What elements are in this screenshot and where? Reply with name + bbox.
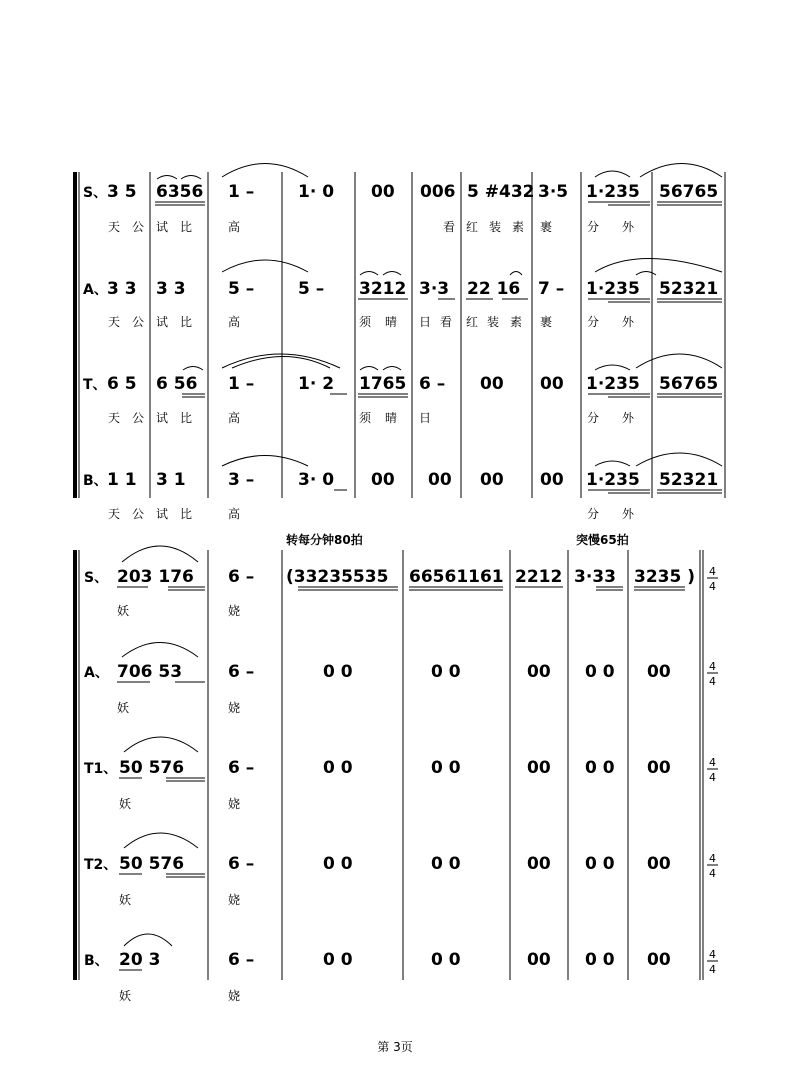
lyric: 公 [132, 411, 145, 425]
lyric: 高 [228, 411, 241, 425]
measure: 3 5 [107, 182, 137, 202]
measure: 50 576 [119, 854, 185, 874]
lyric: 看 [443, 220, 456, 234]
lyric: 比 [180, 507, 193, 521]
lyric: 妖 [117, 604, 130, 618]
lyric: 妖 [117, 701, 130, 715]
measure: 6 – [228, 854, 255, 874]
lyric: 红 [466, 315, 479, 329]
measure: 00 [647, 662, 671, 682]
lyric: 高 [228, 315, 241, 329]
lyric: 高 [228, 507, 241, 521]
measure: 1765 [359, 374, 407, 394]
measure: 6 – [228, 662, 255, 682]
lyric: 妖 [119, 989, 132, 1003]
measure: 52321 [659, 470, 719, 490]
measure: 7 – [538, 279, 565, 299]
measure: 0 0 [431, 950, 461, 970]
measure: 00 [480, 374, 504, 394]
lyric: 娆 [228, 604, 241, 618]
measure: 00 [371, 470, 395, 490]
lyric: 娆 [228, 989, 241, 1003]
measure: 20 3 [119, 950, 161, 970]
lyric: 裹 [540, 220, 553, 234]
measure: 00 [527, 854, 551, 874]
measure: 5 – [228, 279, 255, 299]
lyric: 分 [587, 411, 600, 425]
part-label: T、 [83, 377, 107, 393]
lyric: 须 [359, 411, 372, 425]
lyric: 天 [108, 411, 121, 425]
measure: 3 – [228, 470, 255, 490]
lyric: 试 [156, 411, 169, 425]
time-signature-bottom: 4 [709, 963, 716, 976]
part-row-tenor-2 [84, 833, 718, 907]
lyric: 外 [622, 220, 635, 234]
measure: 0 0 [431, 758, 461, 778]
part-label: A、 [83, 282, 108, 298]
measure: 5 – [298, 279, 325, 299]
part-row-soprano [84, 546, 718, 618]
measure: 0 0 [323, 854, 353, 874]
part-label: B、 [84, 953, 109, 969]
measure: 1 1 [107, 470, 137, 490]
lyric: 天 [108, 507, 121, 521]
measure: 3235 ) [634, 567, 696, 587]
lyric: 妖 [119, 893, 132, 907]
measure: 00 [527, 758, 551, 778]
measure: 0 0 [585, 950, 615, 970]
measure: 00 [540, 470, 564, 490]
measure: 00 [647, 950, 671, 970]
measure: 00 [527, 950, 551, 970]
measure: 50 576 [119, 758, 185, 778]
measure: 203 176 [117, 567, 194, 587]
lyric: 分 [587, 220, 600, 234]
lyric: 装 [489, 220, 502, 234]
measure: 00 [428, 470, 452, 490]
measure: 6 – [419, 374, 446, 394]
measure: 6 – [228, 567, 255, 587]
measure: 6 56 [156, 374, 198, 394]
lyric: 须 [359, 315, 372, 329]
measure: 6 – [228, 758, 255, 778]
part-row-bass [84, 934, 718, 1003]
lyric: 日 [419, 315, 432, 329]
measure: 006 [420, 182, 456, 202]
part-row-alto [84, 643, 718, 716]
lyric: 红 [466, 220, 479, 234]
lyric: 天 [108, 315, 121, 329]
lyric: 娆 [228, 701, 241, 715]
lyric: 外 [622, 315, 635, 329]
lyric: 裹 [540, 315, 553, 329]
measure: 0 0 [431, 854, 461, 874]
lyric: 娆 [228, 893, 241, 907]
measure: 00 [527, 662, 551, 682]
measure: 6356 [156, 182, 204, 202]
measure: 52321 [659, 279, 719, 299]
time-signature-top: 4 [709, 756, 716, 769]
measure: (33235535 [286, 567, 389, 587]
measure: 00 [540, 374, 564, 394]
measure: 0 0 [431, 662, 461, 682]
time-signature-top: 4 [709, 565, 716, 578]
tempo-mark-65: 突慢65拍 [576, 533, 629, 547]
measure: 56765 [659, 182, 719, 202]
part-row-tenor-1 [84, 737, 718, 811]
system-2 [73, 546, 718, 1003]
part-label: S、 [83, 185, 108, 201]
lyric: 比 [180, 411, 193, 425]
lyric: 试 [156, 315, 169, 329]
lyric: 高 [228, 220, 241, 234]
time-signature-top: 4 [709, 852, 716, 865]
time-signature-bottom: 4 [709, 675, 716, 688]
slurs [182, 354, 722, 397]
measure: 00 [647, 854, 671, 874]
measure: 00 [371, 182, 395, 202]
part-row-bass [83, 453, 722, 521]
time-signature-top: 4 [709, 948, 716, 961]
system-1 [73, 164, 725, 522]
system-brace [73, 550, 77, 980]
time-signature-bottom: 4 [709, 580, 716, 593]
lyric: 公 [132, 507, 145, 521]
lyric: 天 [108, 220, 121, 234]
part-label: B、 [83, 473, 108, 489]
measure: 3· 0 [298, 470, 335, 490]
measure: 1·235 [586, 470, 640, 490]
lyric: 公 [132, 220, 145, 234]
measure: 0 0 [585, 854, 615, 874]
measure: 6 – [228, 950, 255, 970]
measure: 5 #432 [467, 182, 535, 202]
part-label: A、 [84, 665, 109, 681]
measure: 3212 [359, 279, 407, 299]
time-signature-top: 4 [709, 660, 716, 673]
time-signature-bottom: 4 [709, 867, 716, 880]
lyric: 公 [132, 315, 145, 329]
measure: 00 [647, 758, 671, 778]
measure: 2212 [515, 567, 563, 587]
measure: 00 [480, 470, 504, 490]
measure: 1 – [228, 182, 255, 202]
lyric: 娆 [228, 797, 241, 811]
measure: 3·5 [538, 182, 569, 202]
page-number: 第 3页 [377, 1040, 413, 1054]
system-brace [73, 172, 77, 498]
part-row-alto [83, 259, 722, 330]
lyric: 试 [156, 507, 169, 521]
lyric: 晴 [385, 315, 398, 329]
measure: 3 1 [156, 470, 186, 490]
lyric: 外 [622, 411, 635, 425]
lyric: 比 [180, 220, 193, 234]
measure: 56765 [659, 374, 719, 394]
time-signature-bottom: 4 [709, 771, 716, 784]
lyric: 素 [512, 220, 525, 234]
measure: 1·235 [586, 279, 640, 299]
lyric: 试 [156, 220, 169, 234]
measure: 1· 0 [298, 182, 335, 202]
part-row-soprano [83, 164, 722, 235]
measure: 1 – [228, 374, 255, 394]
measure: 3·33 [574, 567, 616, 587]
measure: 1·235 [586, 182, 640, 202]
measure: 1·235 [586, 374, 640, 394]
lyric: 妖 [119, 797, 132, 811]
measure: 0 0 [585, 758, 615, 778]
measure: 1· 2 [298, 374, 335, 394]
lyric: 晴 [385, 411, 398, 425]
measure: 0 0 [323, 758, 353, 778]
measure: 3 3 [156, 279, 186, 299]
slurs [222, 453, 722, 493]
lyric: 看 [440, 315, 453, 329]
measure: 0 0 [585, 662, 615, 682]
part-row-tenor [83, 354, 722, 425]
lyric: 比 [180, 315, 193, 329]
tempo-mark-80: 转每分钟80拍 [286, 533, 363, 547]
measure: 6 5 [107, 374, 137, 394]
part-label: T2、 [84, 857, 118, 873]
lyric: 装 [487, 315, 500, 329]
measure: 3·3 [419, 279, 450, 299]
measure: 0 0 [323, 950, 353, 970]
measure: 706 53 [117, 662, 183, 682]
lyric: 分 [587, 315, 600, 329]
lyric: 素 [510, 315, 523, 329]
lyric: 外 [622, 507, 635, 521]
measure: 66561161 [409, 567, 504, 587]
part-label: T1、 [84, 761, 118, 777]
lyric: 日 [419, 411, 432, 425]
measure: 3 3 [107, 279, 137, 299]
measure: 22 16 [467, 279, 521, 299]
part-label: S、 [84, 570, 109, 586]
lyric: 分 [587, 507, 600, 521]
measure: 0 0 [323, 662, 353, 682]
